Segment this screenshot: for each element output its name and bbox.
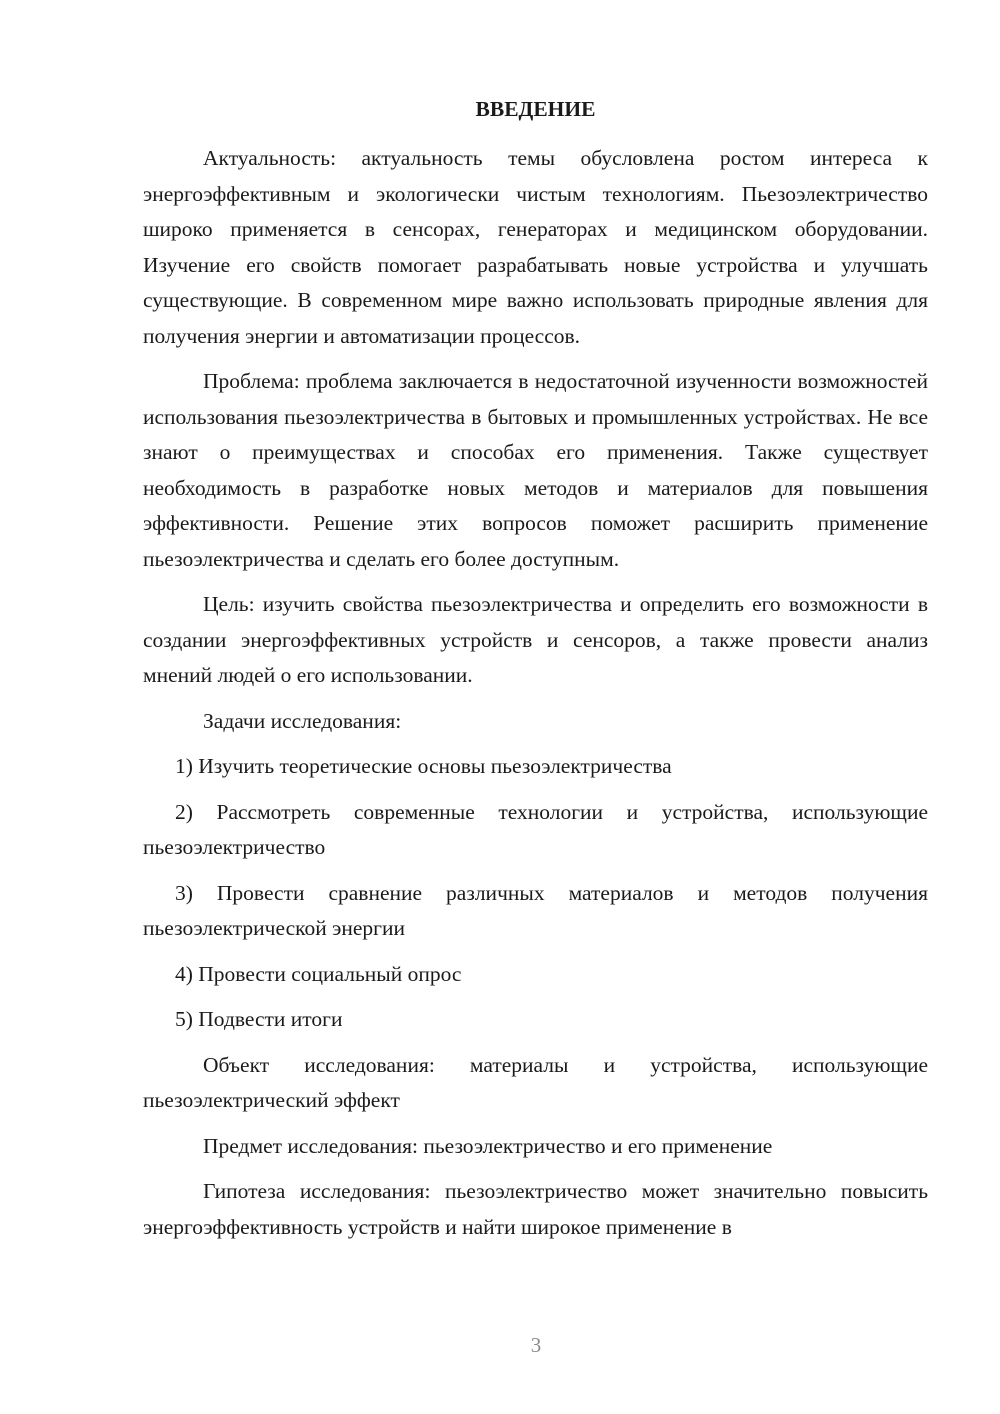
object-paragraph: Объект исследования: материалы и устройства, использующие пьезоэлектрический эффект [143,1052,928,1112]
goal-paragraph: Цель: изучить свойства пьезоэлектричества и определить его возможности в создании энергоэффективных устройств и сенсоров, а также провести анализ мнений людей о его использовании. [143,592,928,687]
page-number: 3 [530,1333,542,1357]
tasks-heading: Задачи исследования: [203,708,402,733]
document-page [143,92,928,1255]
hypothesis-paragraph: Гипотеза исследования: пьезоэлектричество может значительно повысить энергоэффективность устройств и найти широкое применение в [143,1179,928,1239]
page-title: ВВЕДЕНИЕ [475,97,596,121]
task-item-4: 4) Провести социальный опрос [175,961,462,986]
subject-paragraph: Предмет исследования: пьезоэлектричество и его применение [203,1133,773,1158]
task-item-2: 2) Рассмотреть современные технологии и устройства, использующие пьезоэлектричество [143,799,928,859]
relevance-paragraph: Актуальность: актуальность темы обусловлена ростом интереса к энергоэффективным и экологически чистым технологиям. Пьезоэлектричество широко применяется в сенсорах, генераторах и медицинском оборудовании. Изучение его свойств помогает разрабатывать новые устройства и улучшать существующие. В современном мире важно использовать природные явления для получения энергии и автоматизации процессов. [143,146,928,348]
task-item-3: 3) Провести сравнение различных материалов и методов получения пьезоэлектрической энергии [143,880,928,940]
problem-paragraph: Проблема: проблема заключается в недостаточной изученности возможностей использования пьезоэлектричества в бытовых и промышленных устройствах. Не все знают о преимуществах и способах его применения. Также существует необходимость в разработке новых методов и материалов для повышения эффективности. Решение этих вопросов поможет расширить применение пьезоэлектричества и сделать его более доступным. [143,369,928,571]
task-item-5: 5) Подвести итоги [175,1007,343,1031]
task-item-1: 1) Изучить теоретические основы пьезоэлектричества [175,754,672,778]
